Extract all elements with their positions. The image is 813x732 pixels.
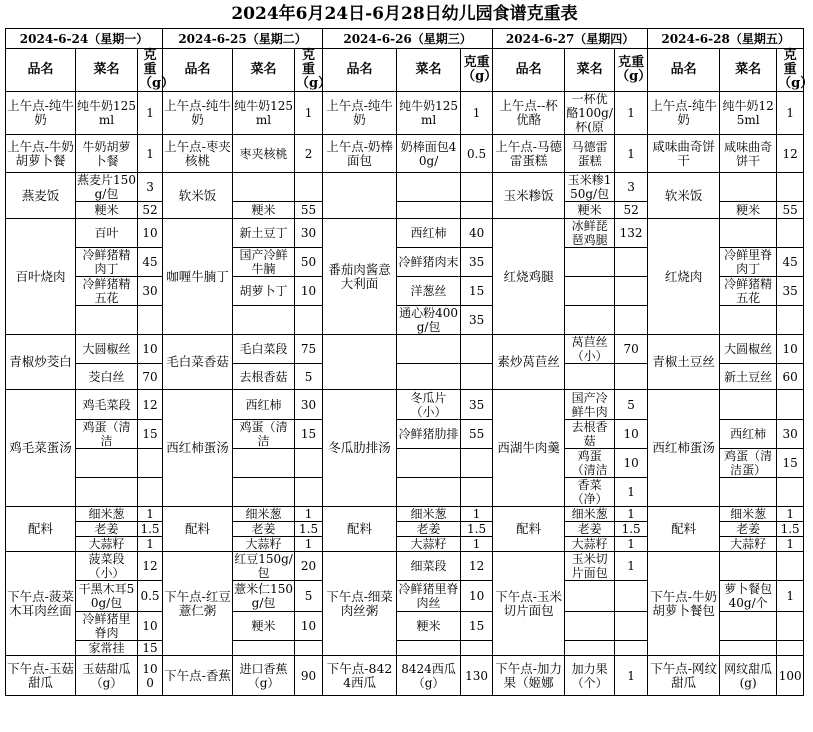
ingredient-name: 老姜 — [233, 522, 295, 537]
ingredient-weight: 90 — [295, 656, 323, 696]
ingredient-name: 大蒜籽 — [233, 537, 295, 552]
ingredient-weight: 3 — [615, 173, 648, 202]
ingredient-name: 大圆椒丝 — [76, 335, 138, 364]
ingredient-name — [720, 612, 777, 641]
ingredient-weight: 1 — [461, 92, 493, 135]
ingredient-name: 西红柿 — [720, 420, 777, 449]
dish-name: 燕麦饭 — [6, 173, 76, 219]
ingredient-name: 枣夹核桃 — [233, 135, 295, 173]
ingredient-name: 莴苣丝（小） — [565, 335, 615, 364]
ingredient-name: 咸味曲奇饼干 — [720, 135, 777, 173]
dish-name: 番茄肉酱意大利面 — [323, 219, 397, 335]
ingredient-weight: 1 — [295, 537, 323, 552]
dish-name: 下午点-红豆薏仁粥 — [163, 552, 233, 656]
ingredient-name — [397, 449, 461, 478]
dish-name: 西红柿蛋汤 — [163, 390, 233, 507]
ingredient-name — [397, 173, 461, 202]
dish-name: 下午点-牛奶胡萝卜餐包 — [648, 552, 720, 656]
menu-row — [6, 135, 804, 173]
dish-name: 西红柿蛋汤 — [648, 390, 720, 507]
ingredient-weight: 30 — [777, 420, 804, 449]
ingredient-weight: 1 — [615, 92, 648, 135]
dish-name: 上午点-纯牛奶 — [648, 92, 720, 135]
ingredient-weight: 10 — [615, 449, 648, 478]
dish-name: 上午点--杯优酪 — [493, 92, 565, 135]
ingredient-name: 鸡蛋（清洁 — [76, 420, 138, 449]
dish-name: 上午点-枣夹核桃 — [163, 135, 233, 173]
ingredient-weight: 1 — [777, 537, 804, 552]
pin-header: 品名 — [323, 49, 397, 92]
ingredient-name — [233, 478, 295, 507]
ingredient-name: 国产冷鲜牛腩 — [233, 248, 295, 277]
ingredient-weight: 1 — [461, 507, 493, 522]
menu-row — [6, 92, 804, 135]
ingredient-name: 冷鲜猪肉末 — [397, 248, 461, 277]
ingredient-name: 大圆椒丝 — [720, 335, 777, 364]
ingredient-weight — [138, 449, 163, 478]
ingredient-weight: 1 — [615, 135, 648, 173]
ingredient-weight: 10 — [461, 581, 493, 612]
ingredient-name — [720, 641, 777, 656]
ingredient-weight — [138, 478, 163, 507]
ingredient-name — [720, 219, 777, 248]
ingredient-weight — [615, 306, 648, 335]
ingredient-name: 粳米 — [565, 202, 615, 219]
ingredient-name: 玉米糁150g/包 — [565, 173, 615, 202]
ingredient-name: 冷鲜猪精五花 — [76, 277, 138, 306]
ingredient-weight: 15 — [777, 449, 804, 478]
ingredient-name — [76, 449, 138, 478]
ingredient-weight — [295, 306, 323, 335]
ingredient-weight — [615, 641, 648, 656]
ingredient-weight: 1.5 — [138, 522, 163, 537]
cai-header: 菜名 — [565, 49, 615, 92]
day-date-header: 2024-6-24（星期一） — [6, 29, 163, 49]
ingredient-name: 冷鲜里脊肉丁 — [720, 248, 777, 277]
ingredient-name: 鸡毛菜段 — [76, 390, 138, 420]
ingredient-weight: 12 — [138, 552, 163, 581]
dish-name: 咸味曲奇饼干 — [648, 135, 720, 173]
ke-header: 克重（g） — [296, 48, 332, 91]
ingredient-name — [233, 449, 295, 478]
ingredient-name: 茭白丝 — [76, 364, 138, 390]
ingredient-name: 鸡蛋（清洁 — [565, 449, 615, 478]
ingredient-weight: 70 — [615, 335, 648, 364]
ingredient-name: 粳米 — [233, 612, 295, 641]
pin-header: 品名 — [163, 49, 233, 92]
dish-name: 上午点-纯牛奶 — [6, 92, 76, 135]
ingredient-weight: 52 — [138, 202, 163, 219]
ingredient-name — [397, 364, 461, 390]
ingredient-name: 国产冷鲜牛肉 — [565, 390, 615, 420]
ingredient-name: 大蒜籽 — [397, 537, 461, 552]
cai-header: 菜名 — [397, 49, 461, 92]
ingredient-name: 鸡蛋（清洁 — [233, 420, 295, 449]
ingredient-weight — [138, 306, 163, 335]
ingredient-weight — [777, 612, 804, 641]
ingredient-weight: 20 — [295, 552, 323, 581]
ingredient-weight: 1 — [461, 537, 493, 552]
ingredient-name: 香菜（净） — [565, 478, 615, 507]
ingredient-weight — [461, 364, 493, 390]
ingredient-name — [720, 478, 777, 507]
menu-row — [6, 507, 804, 522]
ingredient-weight: 50 — [295, 248, 323, 277]
dish-name: 红烧肉 — [648, 219, 720, 335]
cai-header: 菜名 — [720, 49, 777, 92]
ingredient-weight: 1 — [138, 92, 163, 135]
ingredient-name: 冷鲜猪精肉丁 — [76, 248, 138, 277]
ingredient-name — [233, 173, 295, 202]
ingredient-weight: 55 — [777, 202, 804, 219]
ingredient-weight: 1 — [295, 92, 323, 135]
ingredient-name — [565, 641, 615, 656]
dish-name: 配料 — [163, 507, 233, 552]
ingredient-weight: 30 — [295, 390, 323, 420]
dish-name: 青椒炒茭白 — [6, 335, 76, 390]
ingredient-name — [397, 202, 461, 219]
dish-name: 上午点-马德雷蛋糕 — [493, 135, 565, 173]
ingredient-weight: 1 — [615, 507, 648, 522]
menu-table — [5, 28, 813, 696]
ingredient-name: 纯牛奶125ml — [233, 92, 295, 135]
ingredient-weight: 10 — [777, 335, 804, 364]
ingredient-weight: 1 — [777, 581, 804, 612]
dish-name: 软米饭 — [163, 173, 233, 219]
ingredient-name: 一杯优酪100g/杯(原 — [566, 92, 613, 134]
ingredient-weight: 5 — [615, 390, 648, 420]
ingredient-name: 细米葱 — [397, 507, 461, 522]
dish-name: 西湖牛肉羹 — [493, 390, 565, 507]
ingredient-weight — [777, 478, 804, 507]
ingredient-weight: 10 — [138, 612, 163, 641]
day-date-header: 2024-6-26（星期三） — [323, 29, 493, 49]
ingredient-weight: 70 — [138, 364, 163, 390]
ingredient-weight — [461, 478, 493, 507]
ingredient-weight — [777, 552, 804, 581]
ingredient-weight — [461, 335, 493, 364]
dish-name: 上午点-奶棒面包 — [323, 135, 397, 173]
ingredient-name — [233, 641, 295, 656]
pin-header: 品名 — [6, 49, 76, 92]
ingredient-name: 老姜 — [76, 522, 138, 537]
ingredient-name — [565, 248, 615, 277]
ingredient-weight: 55 — [295, 202, 323, 219]
ingredient-weight: 2 — [295, 135, 323, 173]
menu-row — [6, 335, 804, 364]
ingredient-name: 大蒜籽 — [565, 537, 615, 552]
dish-name — [323, 335, 397, 390]
ingredient-weight — [461, 449, 493, 478]
ke-header: 克重（g） — [615, 49, 648, 92]
ingredient-name: 冰鲜琵琶鸡腿 — [565, 219, 615, 248]
ingredient-name: 加力果（个） — [565, 656, 615, 696]
dish-name: 下午点-香蕉 — [163, 656, 233, 696]
dish-name: 软米饭 — [648, 173, 720, 219]
cai-header: 菜名 — [76, 49, 138, 92]
ingredient-weight: 10 — [295, 277, 323, 306]
ke-header: 克重（g） — [778, 48, 813, 91]
ingredient-name — [565, 364, 615, 390]
ingredient-weight: 0.5 — [138, 581, 163, 612]
ingredient-weight — [295, 449, 323, 478]
dish-name: 下午点-网纹甜瓜 — [648, 656, 720, 696]
day-date-header: 2024-6-25（星期二） — [163, 29, 323, 49]
dish-name: 配料 — [648, 507, 720, 552]
ingredient-name: 洋葱丝 — [397, 277, 461, 306]
ingredient-weight: 35 — [461, 248, 493, 277]
dish-name: 素炒莴苣丝 — [493, 335, 565, 390]
ingredient-weight: 10 — [295, 612, 323, 641]
ingredient-name: 萝卜餐包40g/个 — [720, 581, 777, 612]
ke-header: 克重（g） — [461, 49, 493, 92]
menu-row — [6, 552, 804, 581]
day-date-header: 2024-6-28（星期五） — [648, 29, 804, 49]
ingredient-name: 冷鲜猪里脊肉 — [76, 612, 138, 641]
dish-name: 百叶烧肉 — [6, 219, 76, 335]
dish-name: 上午点-牛奶胡萝卜餐 — [6, 135, 76, 173]
ingredient-weight: 12 — [461, 552, 493, 581]
dish-name: 下午点-细菜肉丝粥 — [323, 552, 397, 656]
ingredient-name: 冬瓜片（小） — [397, 390, 461, 420]
ingredient-name: 家常挂 — [76, 641, 138, 656]
ingredient-weight — [615, 248, 648, 277]
ingredient-weight: 45 — [777, 248, 804, 277]
ingredient-weight: 1 — [138, 135, 163, 173]
dish-name: 玉米糁饭 — [493, 173, 565, 219]
ingredient-name: 奶棒面包40g/ — [397, 135, 461, 173]
ingredient-weight: 100 — [777, 656, 804, 696]
ingredient-name — [397, 641, 461, 656]
ingredient-name: 牛奶胡萝卜餐 — [76, 135, 138, 173]
ingredient-name: 老姜 — [565, 522, 615, 537]
dish-name: 下午点-玉菇甜瓜 — [6, 656, 76, 696]
ingredient-name: 进口香蕉（g） — [233, 656, 295, 696]
dish-name: 毛白菜香菇 — [163, 335, 233, 390]
ingredient-name: 玉米切片面包 — [565, 552, 615, 581]
dish-name: 下午点-8424西瓜 — [323, 656, 397, 696]
ingredient-weight: 1 — [615, 552, 648, 581]
ingredient-weight: 12 — [777, 135, 804, 173]
ingredient-name: 细米葱 — [233, 507, 295, 522]
ingredient-name: 去根香菇 — [565, 420, 615, 449]
ingredient-weight: 1.5 — [295, 522, 323, 537]
ingredient-weight: 1 — [777, 92, 804, 135]
ingredient-weight: 1.5 — [615, 522, 648, 537]
ingredient-weight — [777, 390, 804, 420]
ingredient-weight: 1.5 — [461, 522, 493, 537]
ingredient-name: 燕麦片150g/包 — [77, 173, 136, 201]
ingredient-weight: 35 — [461, 390, 493, 420]
ingredient-weight: 1.5 — [777, 522, 804, 537]
ingredient-weight: 15 — [461, 612, 493, 641]
ingredient-name: 菠菜段（小） — [76, 552, 138, 581]
ingredient-name: 鸡蛋（清洁蛋） — [720, 449, 777, 478]
dish-name: 上午点-纯牛奶 — [323, 92, 397, 135]
ingredient-weight — [777, 173, 804, 202]
dish-name: 冬瓜肋排汤 — [323, 390, 397, 507]
ingredient-weight — [461, 202, 493, 219]
dish-name: 下午点-加力果（姬娜 — [493, 656, 565, 696]
ingredient-weight: 132 — [615, 219, 648, 248]
ingredient-name: 粳米 — [720, 202, 777, 219]
ingredient-name — [233, 306, 295, 335]
ingredient-weight — [777, 306, 804, 335]
ingredient-name: 粳米 — [397, 612, 461, 641]
ingredient-weight: 12 — [138, 390, 163, 420]
ingredient-name — [565, 306, 615, 335]
ingredient-weight: 10 — [138, 335, 163, 364]
ingredient-name — [565, 581, 615, 612]
dish-name: 鸡毛菜蛋汤 — [6, 390, 76, 507]
ingredient-name — [397, 335, 461, 364]
ingredient-name: 纯牛奶125ml — [720, 92, 777, 135]
ingredient-weight — [777, 641, 804, 656]
ingredient-weight — [461, 641, 493, 656]
ingredient-name: 百叶 — [76, 219, 138, 248]
ingredient-name: 网纹甜瓜(g) — [720, 656, 777, 696]
menu-row — [6, 390, 804, 420]
day-date-header: 2024-6-27（星期四） — [493, 29, 648, 49]
ingredient-weight: 3 — [138, 173, 163, 202]
ingredient-weight: 75 — [295, 335, 323, 364]
ingredient-weight — [777, 219, 804, 248]
ingredient-weight: 5 — [295, 364, 323, 390]
ingredient-weight: 60 — [777, 364, 804, 390]
ingredient-weight: 1 — [777, 507, 804, 522]
ingredient-weight: 10 — [138, 219, 163, 248]
ingredient-weight: 30 — [295, 219, 323, 248]
ingredient-name: 细米葱 — [565, 507, 615, 522]
dish-name: 配料 — [323, 507, 397, 552]
ingredient-weight: 10 — [615, 420, 648, 449]
ingredient-weight — [615, 364, 648, 390]
ingredient-name — [76, 478, 138, 507]
cai-header: 菜名 — [233, 49, 295, 92]
ingredient-weight: 5 — [295, 581, 323, 612]
ingredient-weight: 35 — [777, 277, 804, 306]
ingredient-weight: 130 — [461, 656, 493, 696]
ingredient-weight — [295, 173, 323, 202]
ingredient-name — [720, 306, 777, 335]
ingredient-weight: 52 — [615, 202, 648, 219]
ingredient-name: 冷鲜猪肋排 — [397, 420, 461, 449]
ingredient-weight — [461, 173, 493, 202]
ingredient-name: 西红柿 — [397, 219, 461, 248]
dish-name: 配料 — [493, 507, 565, 552]
ingredient-weight — [295, 641, 323, 656]
ingredient-name: 冷鲜猪精五花 — [720, 277, 777, 306]
ingredient-weight: 15 — [138, 641, 163, 656]
ingredient-name — [565, 277, 615, 306]
page-title: 2024年6月24日-6月28日幼儿园食谱克重表 — [231, 4, 578, 24]
ingredient-weight: 1 — [615, 478, 648, 507]
ingredient-name: 老姜 — [397, 522, 461, 537]
ingredient-weight: 15 — [461, 277, 493, 306]
ingredient-weight: 40 — [461, 219, 493, 248]
ingredient-weight: 1 — [138, 507, 163, 522]
menu-row — [6, 173, 804, 202]
ingredient-weight: 35 — [461, 306, 493, 335]
dish-name — [323, 173, 397, 219]
ke-header: 克重（g） — [139, 48, 175, 91]
ingredient-name: 老姜 — [720, 522, 777, 537]
ingredient-weight: 15 — [138, 420, 163, 449]
ingredient-name: 8424西瓜（g） — [397, 656, 461, 696]
ingredient-name — [565, 612, 615, 641]
ingredient-name: 细米葱 — [76, 507, 138, 522]
ingredient-name — [720, 173, 777, 202]
ingredient-weight: 1 — [295, 507, 323, 522]
dish-name: 咖喱牛腩丁 — [163, 219, 233, 335]
ingredient-weight: 15 — [295, 420, 323, 449]
ingredient-name: 通心粉400g/包 — [397, 306, 461, 335]
menu-row — [6, 219, 804, 248]
ingredient-name: 马德雷蛋糕 — [565, 135, 615, 173]
dish-name: 青椒土豆丝 — [648, 335, 720, 390]
ingredient-name — [397, 478, 461, 507]
ingredient-weight: 45 — [138, 248, 163, 277]
ingredient-name: 细菜段 — [397, 552, 461, 581]
ingredient-name: 西红柿 — [233, 390, 295, 420]
ingredient-weight: 30 — [138, 277, 163, 306]
ingredient-name: 大蒜籽 — [720, 537, 777, 552]
ingredient-name: 干黑木耳50g/包 — [76, 581, 138, 612]
ingredient-name: 细米葱 — [720, 507, 777, 522]
ingredient-weight — [615, 581, 648, 612]
ingredient-weight: 0.5 — [461, 135, 493, 173]
ingredient-name: 粳米 — [76, 202, 138, 219]
ingredient-name: 大蒜籽 — [76, 537, 138, 552]
ingredient-name: 新土豆丁 — [233, 219, 295, 248]
ingredient-name: 毛白菜段 — [233, 335, 295, 364]
ingredient-weight — [295, 478, 323, 507]
menu-row — [6, 656, 804, 696]
ingredient-name: 胡萝卜丁 — [233, 277, 295, 306]
ingredient-weight — [615, 612, 648, 641]
dish-name: 上午点-纯牛奶 — [163, 92, 233, 135]
ingredient-name: 薏米仁150g/包 — [234, 582, 293, 610]
ingredient-name: 去根香菇 — [233, 364, 295, 390]
ingredient-weight: 1 — [615, 656, 648, 696]
ingredient-name: 玉菇甜瓜（g） — [76, 656, 138, 696]
ingredient-name: 纯牛奶125ml — [397, 92, 461, 135]
ingredient-name: 新土豆丝 — [720, 364, 777, 390]
ingredient-weight: 55 — [461, 420, 493, 449]
dish-name: 下午点-菠菜木耳肉丝面 — [6, 552, 76, 656]
ingredient-name: 粳米 — [233, 202, 295, 219]
dish-name: 配料 — [6, 507, 76, 552]
ingredient-weight: 100 — [138, 656, 163, 696]
pin-header: 品名 — [648, 49, 720, 92]
ingredient-name — [720, 552, 777, 581]
ingredient-name — [720, 390, 777, 420]
ingredient-weight: 1 — [615, 537, 648, 552]
pin-header: 品名 — [493, 49, 565, 92]
ingredient-name: 红豆150g/包 — [234, 552, 293, 580]
dish-name: 下午点-玉米切片面包 — [493, 552, 565, 656]
dish-name: 红烧鸡腿 — [493, 219, 565, 335]
ingredient-weight — [615, 277, 648, 306]
ingredient-weight: 1 — [138, 537, 163, 552]
ingredient-name — [76, 306, 138, 335]
ingredient-name: 纯牛奶125ml — [76, 92, 138, 135]
ingredient-name: 冷鲜猪里脊肉丝 — [398, 582, 459, 610]
